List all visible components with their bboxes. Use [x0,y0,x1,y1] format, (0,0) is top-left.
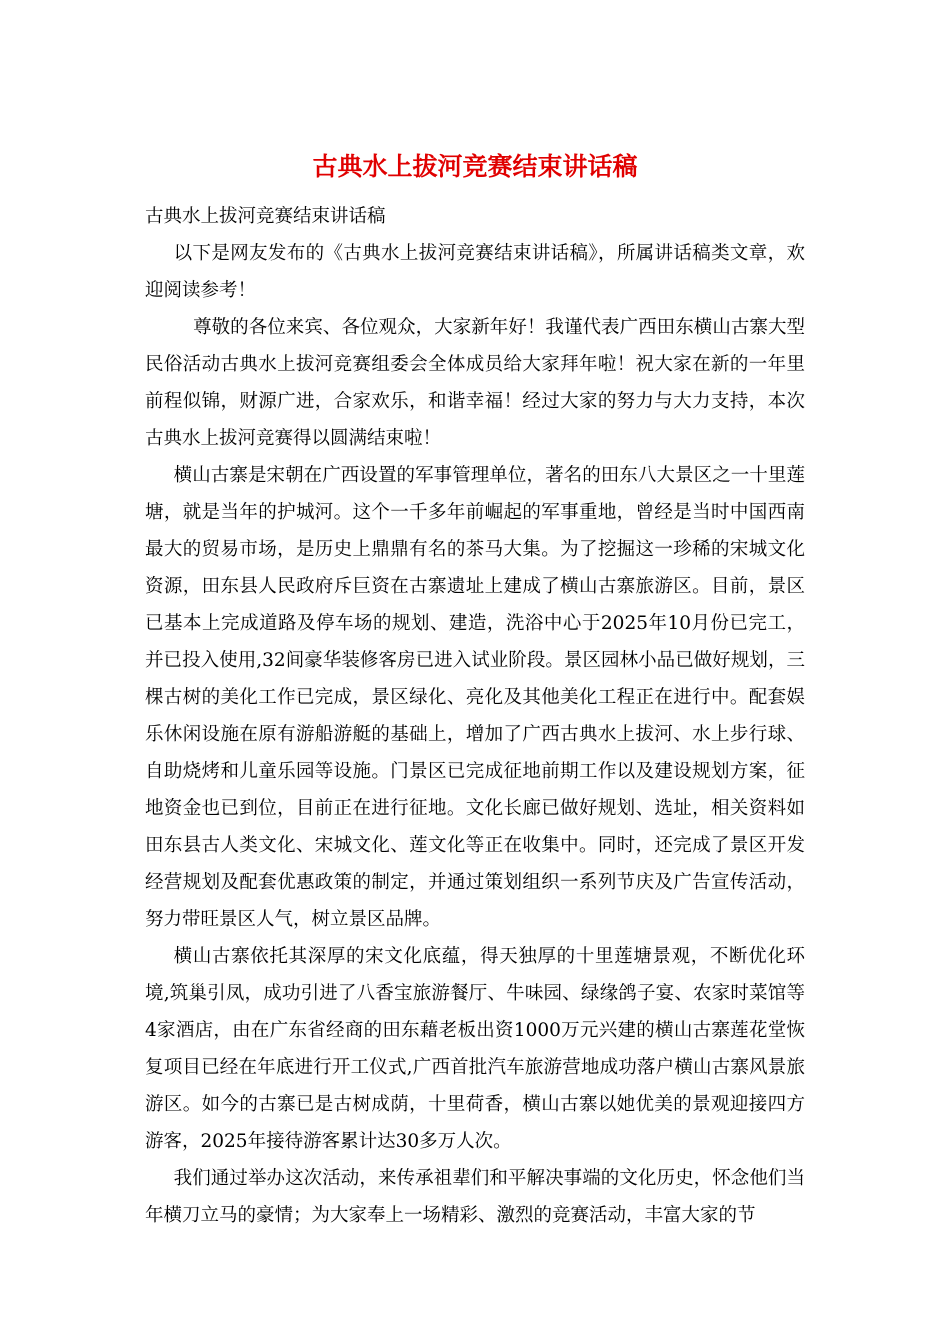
history-paragraph: 横山古寨是宋朝在广西设置的军事管理单位，著名的田东八大景区之一十里莲塘，就是当年的护城河。这个一千多年前崛起的军事重地，曾经是当时中国西南最大的贸易市场，是历史上鼎鼎有名的茶马大集。为了挖掘这一珍稀的宋城文化资源，田东县人民政府斥巨资在古寨遗址上建成了横山古寨旅游区。目前，景区已基本上完成道路及停车场的规划、建造，洗浴中心于2025年10月份已完工，并已投入使用,32间豪华装修客房已进入试业阶段。景区园林小品已做好规划，三棵古树的美化工作已完成，景区绿化、亮化及其他美化工程正在进行中。配套娱乐休闲设施在原有游船游艇的基础上，增加了广西古典水上拔河、水上步行球、自助烧烤和儿童乐园等设施。门景区已完成征地前期工作以及建设规划方案，征地资金也已到位，目前正在进行征地。文化长廊已做好规划、选址，相关资料如田东县古人类文化、宋城文化、莲文化等正在收集中。同时，还完成了景区开发经营规划及配套优惠政策的制定，并通过策划组织一系列节庆及广告宣传活动，努力带旺景区人气，树立景区品牌。 [145,465,805,930]
greeting-paragraph: 尊敬的各位来宾、各位观众，大家新年好！我谨代表广西田东横山古寨大型民俗活动古典水上拔河竞赛组委会全体成员给大家拜年啦！祝大家在新的一年里前程似锦，财源广进，合家欢乐，和谐幸福！经过大家的努力与大力支持，本次古典水上拔河竞赛得以圆满结束啦！ [145,317,805,449]
document-title: 古典水上拔河竞赛结束讲话稿 [312,152,638,181]
document-body [145,198,805,1234]
document-subtitle: 古典水上拔河竞赛结束讲话稿 [145,206,386,227]
intro-paragraph: 以下是网友发布的《古典水上拔河竞赛结束讲话稿》，所属讲话稿类文章，欢迎阅读参考！ [145,243,805,301]
development-paragraph: 横山古寨依托其深厚的宋文化底蕴，得天独厚的十里莲塘景观，不断优化环境,筑巢引凤，成功引进了八香宝旅游餐厅、牛味园、绿缘鸽子宴、农家时菜馆等4家酒店，由在广东省经商的田东藉老板出资1000万元兴建的横山古寨莲花堂恢复项目已经在年底进行开工仪式,广西首批汽车旅游营地成功落户横山古寨风景旅游区。如今的古寨已是古树成荫，十里荷香，横山古寨以她优美的景观迎接四方游客，2025年接待游客累计达30多万人次。 [145,946,805,1152]
closing-paragraph: 我们通过举办这次活动，来传承祖辈们和平解决事端的文化历史，怀念他们当年横刀立马的豪情；为大家奉上一场精彩、激烈的竞赛活动，丰富大家的节 [145,1168,805,1226]
